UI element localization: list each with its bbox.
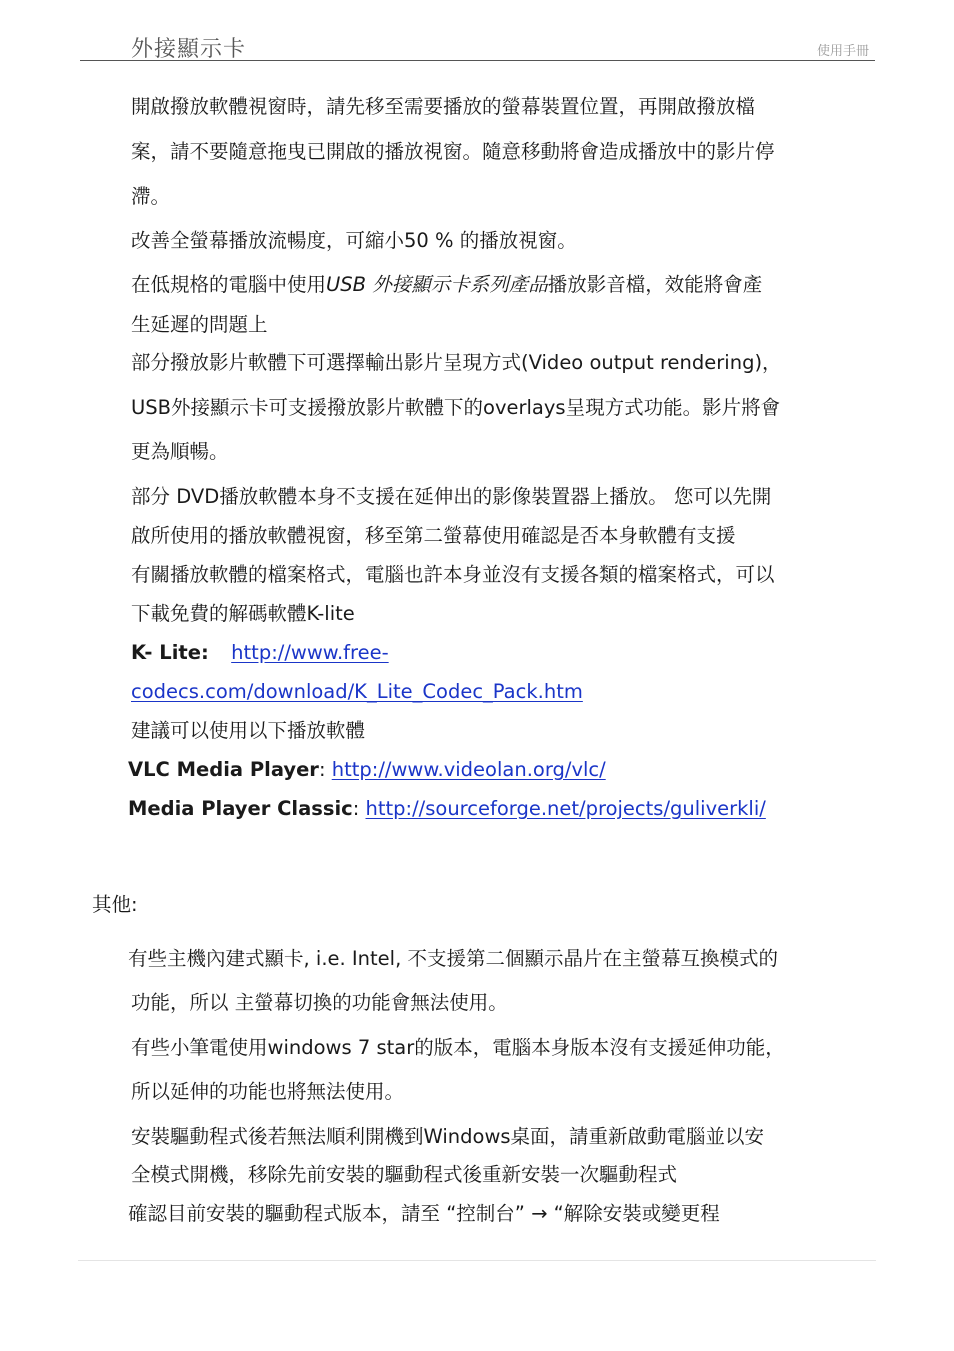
paragraph-line: 下載免費的解碼軟體K-lite — [131, 602, 355, 625]
product-name-italic: USB 外接顯示卡系列產品 — [326, 273, 548, 296]
klite-line — [131, 641, 389, 664]
paragraph-line — [131, 273, 762, 296]
mpc-line — [128, 797, 766, 820]
paragraph-line: 全模式開機，移除先前安裝的驅動程式後重新安裝一次驅動程式 — [131, 1163, 678, 1186]
separator: : — [352, 797, 366, 820]
text-span: 播放影音檔，效能將會產 — [547, 273, 763, 296]
paragraph-line: 有些小筆電使用windows 7 star的版本，電腦本身版本沒有支援延伸功能， — [131, 1036, 785, 1059]
klite-link-part2[interactable]: codecs.com/download/K_Lite_Codec_Pack.htm — [131, 680, 583, 703]
mpc-label: Media Player Classic — [128, 797, 353, 820]
paragraph-line: 更為順暢。 — [131, 440, 229, 463]
paragraph-line: 滯。 — [131, 185, 171, 208]
paragraph-line: 建議可以使用以下播放軟體 — [131, 719, 366, 742]
separator: : — [318, 758, 332, 781]
vlc-line — [128, 758, 606, 781]
text-span: 在低規格的電腦中使用 — [131, 273, 327, 296]
paragraph-line: 案，請不要隨意拖曳已開啟的播放視窗。隨意移動將會造成播放中的影片停 — [131, 140, 775, 163]
paragraph-line: 功能，所以 主螢幕切換的功能會無法使用。 — [131, 991, 508, 1014]
vlc-label: VLC Media Player — [128, 758, 319, 781]
paragraph-line: 開啟撥放軟體視窗時，請先移至需要播放的螢幕裝置位置，再開啟撥放檔 — [131, 95, 756, 118]
paragraph-line: 啟所使用的播放軟體視窗，移至第二螢幕使用確認是否本身軟體有支援 — [131, 524, 736, 547]
mpc-link[interactable]: http://sourceforge.net/projects/guliverkli/ — [365, 797, 766, 820]
paragraph-line: 確認目前安裝的驅動程式版本，請至 “控制台” → “解除安裝或變更程 — [128, 1202, 720, 1225]
paragraph-line: USB外接顯示卡可支援撥放影片軟體下的overlays呈現方式功能。影片將會 — [131, 396, 781, 419]
paragraph-line: 有關播放軟體的檔案格式，電腦也許本身並沒有支援各類的檔案格式，可以 — [131, 563, 775, 586]
paragraph-line: 有些主機內建式顯卡, i.e. Intel, 不支援第二個顯示晶片在主螢幕互換模式的 — [128, 947, 778, 970]
klite-link-line — [131, 680, 583, 703]
vlc-link[interactable]: http://www.videolan.org/vlc/ — [331, 758, 606, 781]
header-manual-label: 使用手冊 — [816, 44, 869, 59]
paragraph-line: 部分 DVD播放軟體本身不支援在延伸出的影像裝置器上播放。 您可以先開 — [131, 485, 772, 508]
page-header — [80, 28, 875, 61]
paragraph-line: 改善全螢幕播放流暢度，可縮小50 % 的播放視窗。 — [131, 229, 577, 252]
paragraph-line: 所以延伸的功能也將無法使用。 — [131, 1080, 405, 1103]
klite-link-part1[interactable]: http://www.free- — [231, 641, 389, 664]
footer-divider — [78, 1260, 876, 1261]
paragraph-line: 部分撥放影片軟體下可選擇輸出影片呈現方式(Video output rendering)， — [131, 351, 782, 374]
klite-label: K- Lite: — [131, 641, 209, 664]
header-title: 外接顯示卡 — [131, 37, 247, 62]
paragraph-line: 生延遲的問題上 — [131, 313, 268, 336]
paragraph-line: 安裝驅動程式後若無法順利開機到Windows桌面，請重新啟動電腦並以安 — [131, 1125, 765, 1148]
section-heading-other: 其他: — [92, 893, 138, 916]
